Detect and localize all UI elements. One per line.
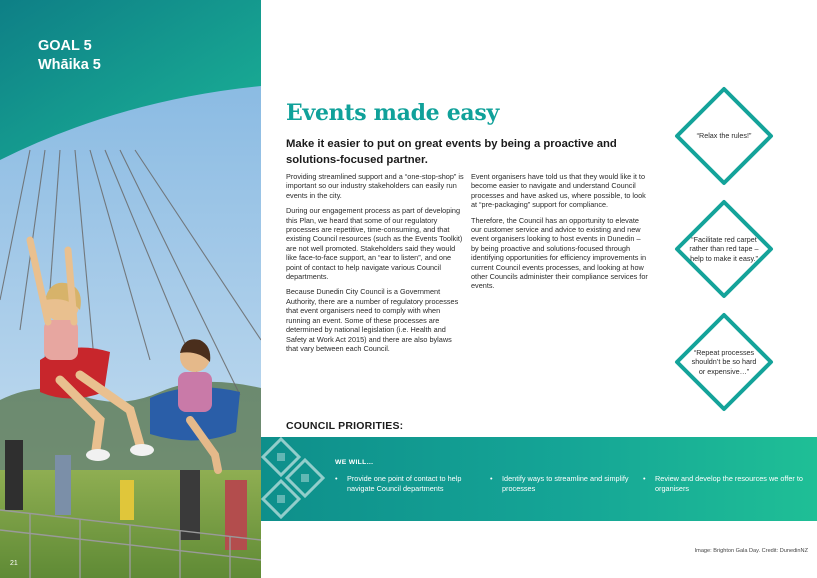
quote-diamond bbox=[674, 199, 774, 299]
pattern-motif-icon bbox=[261, 437, 325, 521]
quote-text: “Facilitate red carpet rather than red tape – help to make it easy.” bbox=[689, 235, 759, 263]
priority-item: • Identify ways to streamline and simplify processes bbox=[490, 474, 640, 493]
body-column-right bbox=[471, 172, 649, 297]
goal-label: GOAL 5 bbox=[38, 38, 92, 54]
goal-title bbox=[38, 37, 101, 75]
paragraph: Event organisers have told us that they would like it to become easier to navigate and understand Council processes and have asked us, where possible, to look at “pre-packaging” support for compliance. bbox=[471, 172, 646, 210]
paragraph: Therefore, the Council has an opportunity to elevate our customer service and advice to existing and new event organisers looking to host events in Dunedin – by being proactive and solutions-focused through identifying opportunities for efficiency improvements in current Council events processes, and looking at how other Councils administer their compliance services for events. bbox=[471, 215, 648, 291]
quote-diamond bbox=[674, 86, 774, 186]
image-credit: Image: Brighton Gala Day. Credit: DunedinNZ bbox=[694, 548, 808, 554]
quote-text: “Relax the rules!” bbox=[696, 131, 752, 141]
quote-text: “Repeat processes shouldn’t be so hard or expensive…” bbox=[691, 348, 757, 376]
priority-item: • Provide one point of contact to help navigate Council departments bbox=[335, 474, 485, 493]
body-column-left bbox=[286, 172, 464, 359]
page-subtitle: Make it easier to put on great events by being a proactive and solutions-focused partner. bbox=[286, 138, 617, 166]
goal-label-maori: Whāika 5 bbox=[38, 57, 101, 73]
paragraph: During our engagement process as part of developing this Plan, we heard that some of our regulatory processes are repetitive, time-consuming, and that existing Council resources (such as the Events Toolkit) are not well promoted. Stakeholders said they would like face-to-face support, an “ear to listen”, and one point of contact to help navigate various Council departments. bbox=[286, 206, 463, 282]
paragraph: Because Dunedin City Council is a Government Authority, there are a number of regulatory processes that event organisers need to comply with when running an event. Some of these processes are determined by national legislation (i.e. Health and Safety at Work Act 2015) and there are also bylaws that vary between each Council. bbox=[286, 287, 459, 353]
we-will-label: WE WILL… bbox=[335, 459, 374, 466]
hero-photo-panel bbox=[0, 0, 261, 578]
page-title: Events made easy bbox=[286, 100, 499, 126]
fairground-photo bbox=[0, 0, 261, 578]
page-number: 21 bbox=[10, 560, 18, 567]
paragraph: Providing streamlined support and a “one-stop-shop” is important so our industry stakeholders can easily run events in the city. bbox=[286, 172, 464, 200]
quote-diamond bbox=[674, 312, 774, 412]
priorities-band bbox=[261, 437, 817, 521]
priorities-heading: COUNCIL PRIORITIES: bbox=[286, 420, 404, 432]
priority-item: • Review and develop the resources we offer to organisers bbox=[643, 474, 803, 493]
